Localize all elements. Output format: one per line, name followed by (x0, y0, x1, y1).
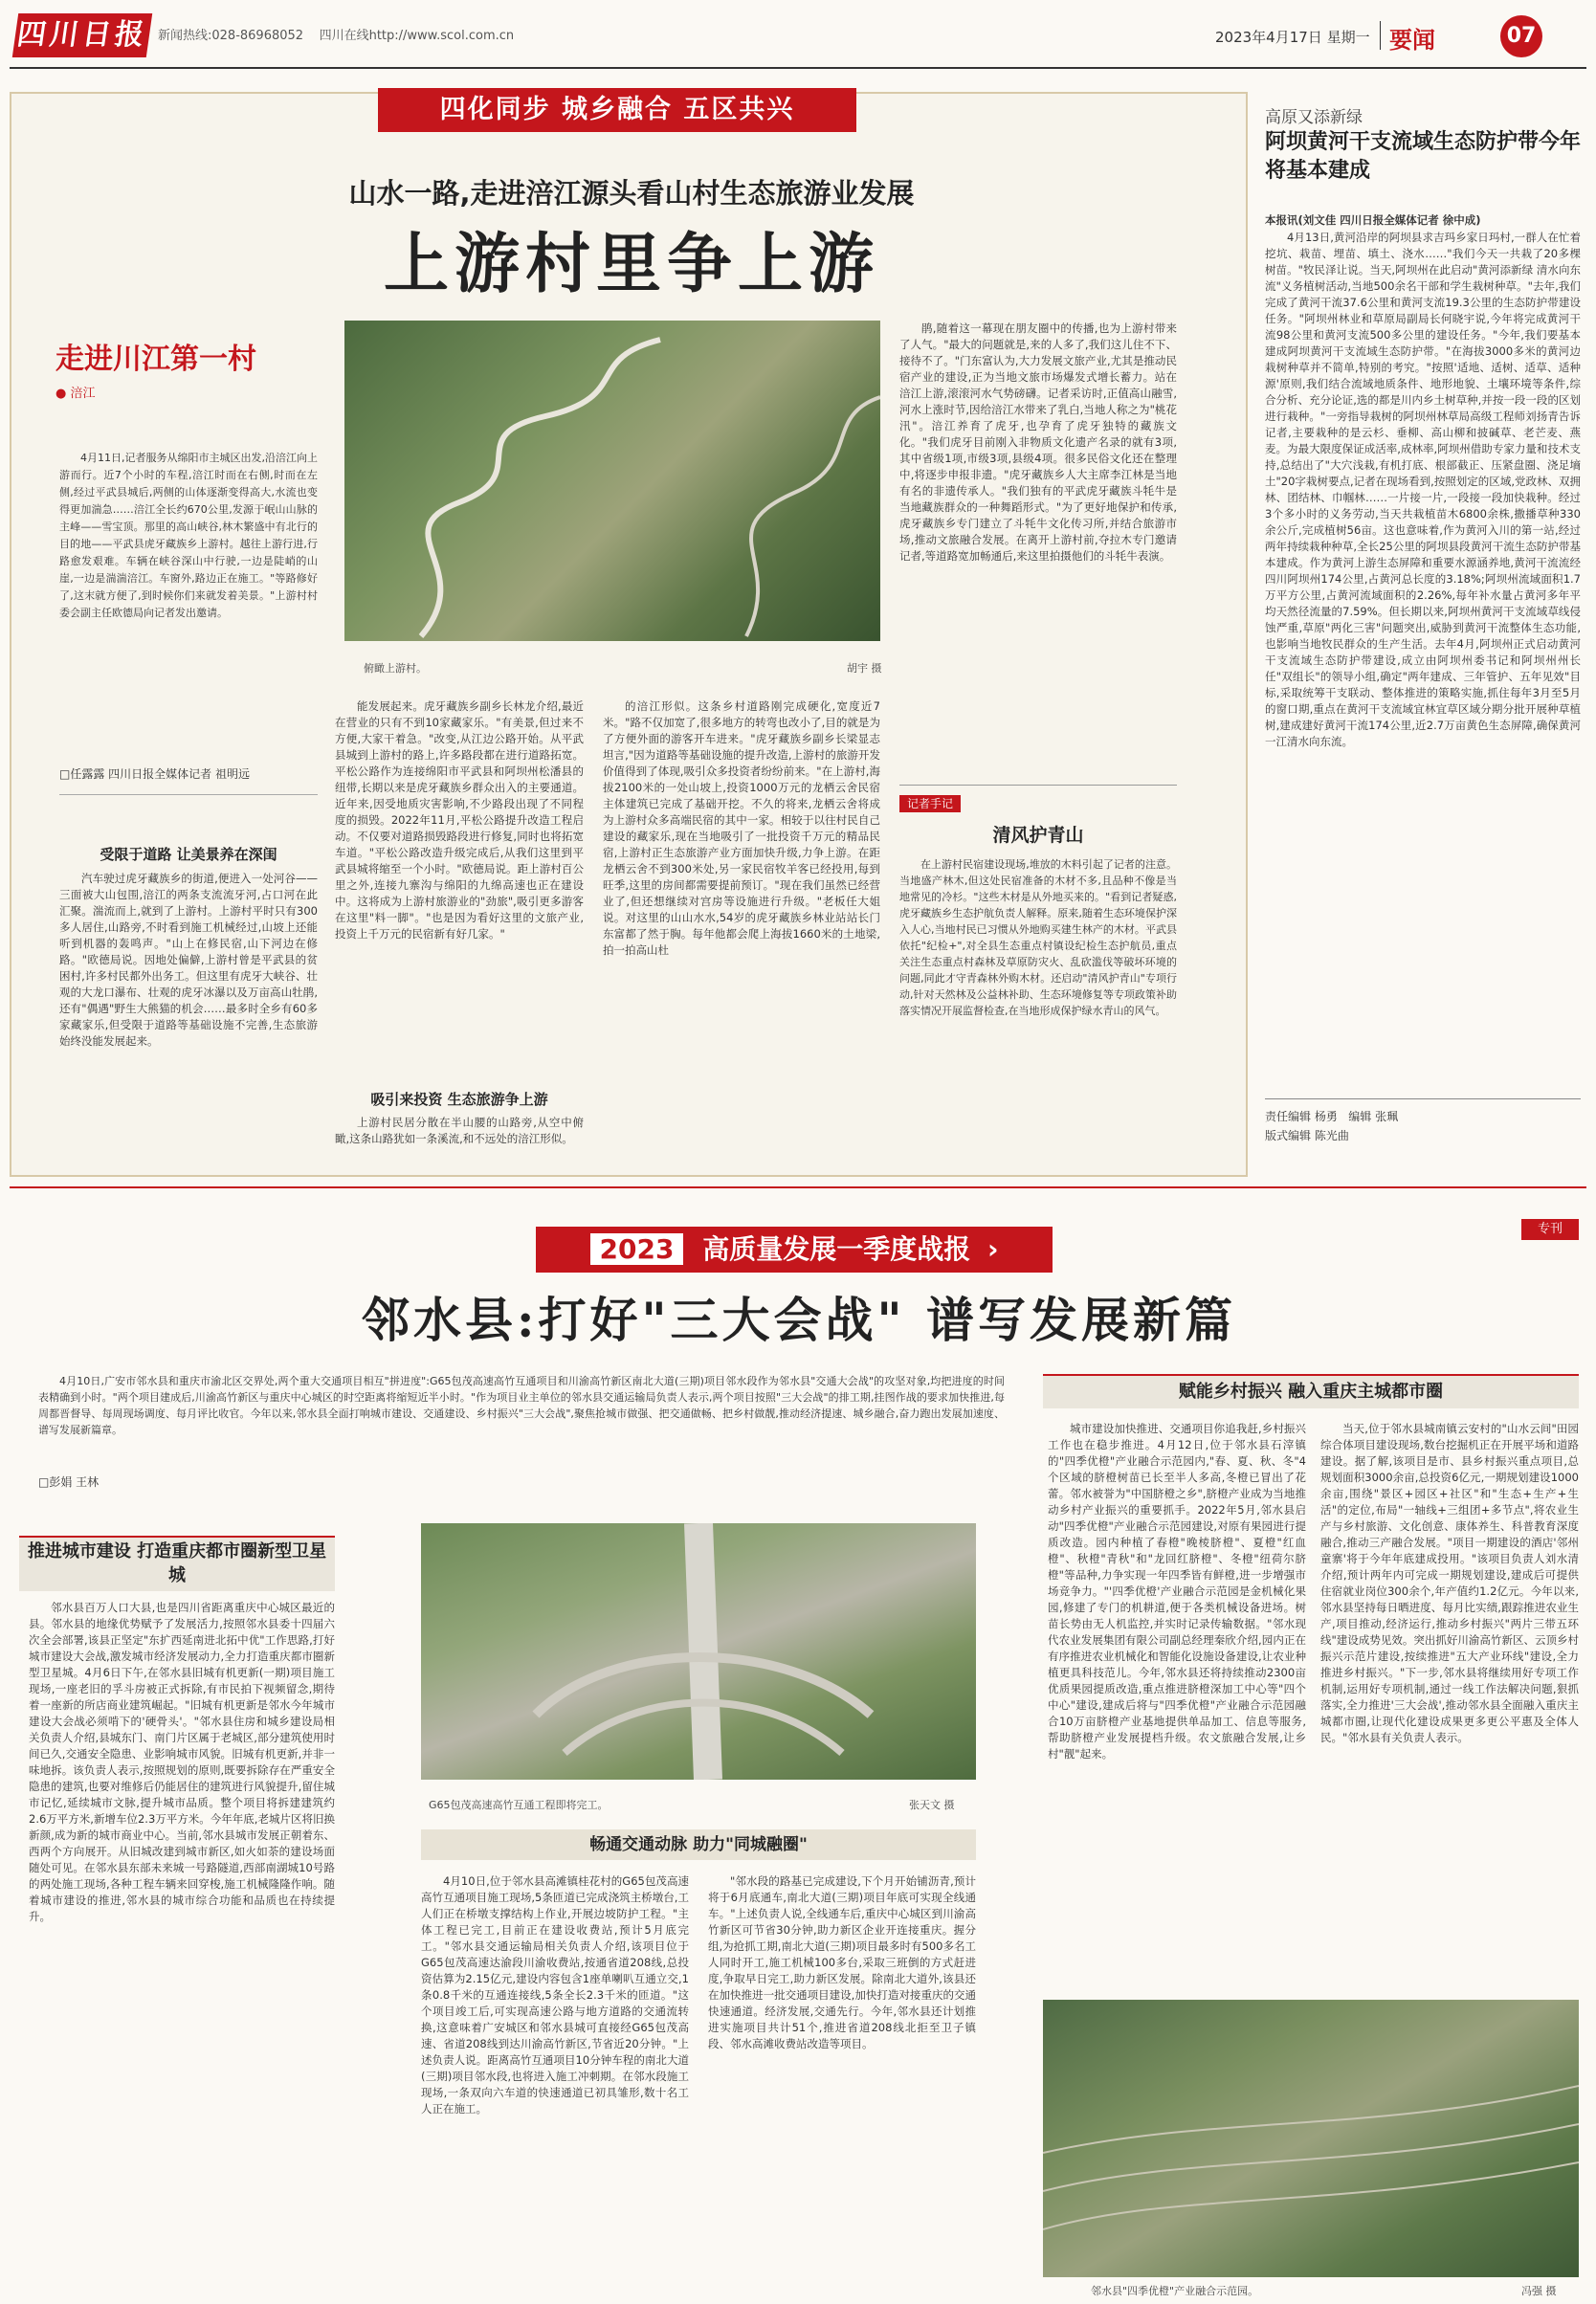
subhead-road: 受限于道路 让美景养在深闺 (100, 846, 277, 863)
editor-line-1 (1265, 1108, 1398, 1124)
box1-title: 推进城市建设 打造重庆都市圈新型卫星城 (19, 1536, 335, 1591)
top-kicker: 山水一路,走进涪江源头看山村生态旅游业发展 (348, 177, 915, 210)
side-body-text: 4月13日,黄河沿岸的阿坝县求吉玛乡家日玛村,一群人在忙着挖坑、栽苗、埋苗、填土、浇水……"我们今天一共栽了20多棵树苗。"牧民泽让说。当天,阿坝州在此启动"黄河添新绿 清水向东流"义务植树活动,当地500余名干部和学生栽树种草。"去年,我们完成了黄河干流37.6公里和黄河支流19.3公里的生态防护带建设任务。"阿坝州林业和草原局副局长何晓宇说,今年将完成黄河干流98公里和黄河支流500多公里的建设任务。"今年,我们要基本建成阿坝黄河干支流域生态防护带。"在海拔3000多米的黄河边栽树种草并不简单,特别的考究。"按照'适地、适树、适草、适种源'原则,我们结合流域地质条件、地形地貌、土壤环境等条件,综合分析、充分论证,选的都是川内乡土树草种,并按一段一段的区划进行栽种。"一旁指导栽树的阿坝州林草局高级工程师刘扬青告诉记者,主要栽种的是云杉、垂柳、高山柳和披碱草、老芒麦、燕麦。为最大限度保证成活率,成林率,阿坝州借助专家力量和技术支持,总结出了"大穴浅栽,有机打底、根部截正、压紧盘圈、浇足墒土"20字栽树要点,记者在现场看到,按照划定的区域,党政林、双拥林、团结林、巾帼林……一片接一片,一段接一段加快栽种。经过3个多小时的义务劳动,当天共栽植苗木6800余株,撒播草种330余公斤,完成植树56亩。这也意味着,作为黄河入川的第一站,经过两年持续栽种种草,全长25公里的阿坝县段黄河干流生态防护带基本建成。作为黄河上游生态屏障和重要水源涵养地,黄河干流流经四川阿坝州174公里,占黄河总长度的3.18%;阿坝州流域面积1.7万平方公里,占黄河流域面积的2.26%,每年补水量占黄河多年平均天然径流量的7.59%。但长期以来,阿坝州黄河干支流域草线侵蚀严重,草原"两化三害"问题突出,威胁到黄河干流整体生态功能,也影响当地牧民群众的生产生活。去年4月,阿坝州正式启动黄河干支流域生态防护带建设,成立由阿坝州委书记和阿坝州州长任"双组长"的领导小组,确定"两年建成、三年管护、五年见效"目标,采取统筹干支联动、整体推进的策略实施,抓住每年3月至5月的窗口期,重点在黄河干支流域宜林宜草区域分期分批开展种草植树,建成建好黄河干流174公里,近2.7万亩黄色生态屏障,确保黄河一江清水向东流。 (1265, 231, 1581, 748)
column-3 (603, 698, 880, 1158)
column-2b (335, 1115, 584, 1161)
subhead-investment: 吸引来投资 生态旅游争上游 (370, 1091, 548, 1108)
traffic-col-2 (708, 1873, 976, 2285)
photo-credit: 胡宇 摄 (847, 662, 882, 675)
column-2 (335, 698, 584, 1072)
orchard-photo (1043, 2000, 1579, 2277)
box1-body (29, 1600, 335, 2289)
column-2-text: 能发展起来。虎牙藏族乡副乡长林龙介绍,最近在营业的只有不到10家藏家乐。"有美景,但过来不方便,大家干着急。"改变,从江边公路开始。从平武县城到上游村的路上,许多路段都在进行道路拓宽。平松公路作为连接绵阳市平武县和阿坝州松潘县的纽带,长期以来是虎牙藏族乡群众出入的主要通道。近年来,因受地质灾害影响,不少路段出现了不同程度的损毁。2022年11月,平松公路提升改造工程启动。不仅要对道路损毁路段进行修复,同时也将拓宽车道。"平松公路改造升级完成后,从我们这里到平武县城将缩至一个小时。"欧德局说。距上游村百公里之外,连接九寨沟与绵阳的九绵高速也正在建设中。这将成为上游村旅游业的"劲旅",吸引更多游客在这里"料一脚"。"也是因为看好这里的文旅产业,投资上千万元的民宿新有好几家。" (335, 699, 584, 941)
column-3-text: 的涪江形似。这条乡村道路刚完成硬化,宽度近7米。"路不仅加宽了,很多地方的转弯也改小了,目的就是为了方便外面的游客开车进来。"虎牙藏族乡副乡长梁显志坦言,"因为道路等基础设施的提升改造,上游村的旅游开发价值得到了体现,吸引众多投资者纷纷前来。"在上游村,海拔2100米的一处山坡上,投资1000万元的龙栖云舍民宿主体建筑已完成了基础开挖。不久的将来,龙栖云舍将成为上游村众多高端民宿的其中一家。相较于以往村民自己建设的藏家乐,现在当地吸引了一批投资千万元的精品民宿,上游村正生态旅游产业方面加快升级,力争上游。在距龙栖云舍不到300米处,另一家民宿牧羊客已经投用,每到旺季,这里的房间都需要提前预订。"现在我们虽然已经营业了,但还想继续对宫房等设施进行升级。"老板任大姐说。对这里的山山水水,54岁的虎牙藏族乡林业站站长门东富都了然于胸。每年他都会爬上海拔1660米的土地梁,拍一拍高山杜 (603, 699, 880, 957)
masthead-rule (10, 67, 1586, 69)
column-place-wrap (55, 383, 295, 401)
page-number: 07 (1500, 15, 1542, 57)
rural-col-1 (1048, 1421, 1306, 1985)
column-logo (55, 335, 295, 411)
top-banner: 四化同步 城乡融合 五区共兴 (378, 88, 856, 132)
banner-text: 高质量发展一季度战报 (702, 1233, 971, 1265)
website: 四川在线http://www.scol.com.cn (319, 29, 515, 43)
masthead-info (158, 25, 514, 43)
highway-credit: 张天文 摄 (909, 1799, 955, 1811)
column-4-text: 鹃,随着这一幕现在朋友圈中的传播,也为上游村带来了人气。"最大的问题就是,来的人多了,我们这儿住不下、接待不了。"门东富认为,大力发展文旅产业,尤其是推动民宿产业的建设,正为当地文旅市场爆发式增长蓄力。站在涪江上游,滚滚河水气势磅礴。记者采访时,正值高山融雪,河水上涨时节,因给涪江水带来了乳白,当地人称之为"桃花汛"。涪江养育了虎牙,也孕育了虎牙独特的藏族文化。"我们虎牙目前刚入非物质文化遗产名录的就有3项,其中省级1项,市级3项,县级4项。很多民俗文化还在整理中,将逐步申报非遗。"虎牙藏族乡人大主席李江林是当地有名的非遗传承人。"我们独有的平武虎牙藏族斗牦牛是当地藏族群众的一种舞蹈形式。"为了更好地保护和传承,虎牙藏族乡专门建立了斗牦牛文化传习所,并结合旅游市场,推动文旅融合发展。在离开上游村前,夺拉木专门邀请记者,等道路宽加畅通后,来这里拍摄他们的斗牦牛表演。 (899, 321, 1177, 563)
editor-3: 版式编辑 陈光曲 (1265, 1129, 1349, 1142)
traffic-col-1-text: 4月10日,位于邻水县高滩镇桂花村的G65包茂高速高竹互通项目施工现场,5条匝道已完成浇筑主桥墩台,工人们正在桥墩支撑结构上作业,开展边坡防护工程。"主体工程已完工,目前正在建设收费站,预计5月底完工。"邻水县交通运输局相关负责人介绍,该项目位于G65包茂高速达渝段川渝收费站,按通省道208线,总投资估算为2.15亿元,建设内容包含1座单喇叭互通立交,1条0.8千米的互通连接线,5条全长2.3千米的匝道。"这个项目竣工后,可实现高速公路与地方道路的交通流转换,这意味着广安城区和邻水县城可直接经G65包茂高速、省道208线到达川渝高竹新区,节省近20分钟。"上述负责人说。距离高竹互通项目10分钟车程的南北大道(三期)项目邻水段,也将进入施工冲刺期。在邻水段施工现场,一条双向六车道的快速通道已初具雏形,数十名工人正在施工。 (421, 1874, 689, 2116)
side-body (1265, 230, 1581, 1081)
orchard-caption: 邻水县"四季优橙"产业融合示范园。 (1091, 2285, 1259, 2297)
bottom-intro-text: 4月10日,广安市邻水县和重庆市渝北区交界处,两个重大交通项目相互"拼进度":G65包茂高速高竹互通项目和川渝高竹新区南北大道(三期)项目邻水段作为邻水县"交通大会战"的攻坚对象,均把进度的时间表精确到小时。"两个项目建成后,川渝高竹新区与重庆中心城区的时空距离将缩短近半小时。"作为项目业主单位的邻水县交通运输局负责人表示,两个项目按照"三大会战"的排工期,挂图作战的要求加快推进,每周都晋督导、每周现场调度、每月评比收官。今年以来,邻水县全面打响城市建设、交通建设、乡村振兴"三大会战",聚焦抢城市做强、把交通做畅、把乡村做靓,推动经济提速、城乡融合,奋力跑出发展加速度、谱写发展新篇章。 (38, 1375, 1005, 1436)
column-1 (59, 871, 318, 1158)
issue-date: 2023年4月17日 星期一 (1215, 29, 1370, 46)
rural-col-1-text: 城市建设加快推进、交通项目你追我赶,乡村振兴工作也在稳步推进。4月12日,位于邻水县石滓镇的"四季优橙"产业融合示范园内,"春、夏、秋、冬"4个区域的脐橙树苗已长至半人多高,冬橙已冒出了花蕾。邻水被誉为"中国脐橙之乡",脐橙产业成为当地推动乡村产业振兴的重要抓手。2022年5月,邻水县启动"四季优橙"产业融合示范园建设,对原有果园进行提质改造。园内种植了春橙"晚棱脐橙"、夏橙"红血橙"、秋橙"青秋"和"龙回红脐橙"、冬橙"纽荷尔脐橙"等品种,力争实现一年四季皆有鲜橙,进一步增强市场竞争力。"'四季优橙'产业融合示范园是金机械化果园,修建了专门的机耕道,便于各类机械设备进场。树苗长势由无人机监控,并实时记录传输数据。"邻水现代农业发展集团有限公司副总经理秦欣介绍,园内正在有序推进农业机械化和智能化设施设备建设,让农业种植更具科技范儿。今年,邻水县还将持续推动2300亩优质果园提质改造,重点推进脐橙深加工中心等"四个中心"建设,建成后将与"四季优橙"产业融合示范园融合10万亩脐橙产业基地提供单品加工、信息等服务,帮助脐橙产业发展提档升级。农文旅融合发展,让乡村"靓"起来。 (1048, 1422, 1306, 1761)
chevron-right-icon: › (986, 1233, 999, 1265)
top-byline: □任露露 四川日报全媒体记者 祖明远 (59, 767, 250, 781)
bottom-intro (38, 1373, 1005, 1469)
note-tag: 记者手记 (899, 795, 961, 812)
box1-text: 邻水县百万人口大县,也是四川省距离重庆中心城区最近的县。邻水县的地缘优势赋予了发展活力,按照邻水县委十四届六次全会部署,该县正坚定"东扩西延南进北拓中优"工作思路,打好城市建设大会战,激发城市经济发展动力,全力打造重庆都市圈新型卫星城。4月6日下午,在邻水县旧城有机更新(一期)项目施工现场,一座老旧的孚斗房被正式拆除,有市民拍下视频留念,期待着一座新的所店商业建筑崛起。"旧城有机更新是邻水今年城市建设大会战必须啃下的'硬骨头'。"邻水县住房和城乡建设局相关负责人介绍,县城东门、南门片区属于老城区,部分建筑使用时间已久,交通安全隐患、业影响城市风貌。旧城有机更新,并非一味地拆。该负责人表示,按照规划的原则,既要拆除存在严重安全隐患的建筑,也要对维修后仍能居住的建筑进行风貌提升,留住城市记忆,延续城市文脉,提升城市品质。整个项目将拆建建筑约2.6万平方米,新增车位2.3万平方米。今年年底,老城片区将旧换新颜,成为新的城市商业中心。当前,邻水县城市发展正朝着东、西两个方向展开。从旧城改建到城市新区,如火如荼的建设场面随处可见。在邻水县东部未来城一号路隧道,西部南湖城10号路的两处施工现场,各种工程车辆来回穿梭,施工机械隆隆作响。随着城市建设的推进,邻水县的城市综合功能和品质也在持续提升。 (29, 1601, 335, 1923)
column-1-text: 汽车驶过虎牙藏族乡的街道,便进入一处河谷——三面被大山包围,涪江的两条支流流牙河,占口河在此汇聚。湍流而上,就到了上游村。上游村平时只有300多人居住,山路旁,不时看到施工机械经过,山坡上还能听到机器的轰鸣声。"山上在修民宿,山下河边在修路。"欧德局说。因地处偏僻,上游村曾是平武县的贫困村,许多村民都外出务工。但这里有虎牙大峡谷、壮观的大龙口瀑布、壮观的虎牙冰瀑以及万亩高山牡鹃,还有"偶遇"野生大熊猫的机会……最多时全乡有60多家藏家乐,但受限于道路等基础设施不完善,生态旅游始终没能发展起来。 (59, 872, 318, 1048)
lead-text: 4月11日,记者服务从绵阳市主城区出发,沿涪江向上游而行。近7个小时的车程,涪江时而在右侧,时而在左侧,经过平武县城后,两侧的山体逐渐变得高大,水流也变得更加湍急……涪江全长约670公里,发源于岷山山脉的主峰——雪宝顶。那里的高山峡谷,林木繁盛中有北行的目的地——平武县虎牙藏族乡上游村。越往上游行进,行路愈发艰难。车辆在峡谷深山中行驶,一边是陡峭的山崖,一边是湍湍涪江。车窗外,路边正在施工。"等路修好了,这末就方便了,到时候你们来就发着美景。"上游村村委会副主任欧德局向记者发出邀请。 (59, 452, 318, 619)
masthead-logo: 四川日报 (12, 13, 152, 57)
photo-caption: 俯瞰上游村。 (364, 662, 427, 675)
rural-col-2-text: 当天,位于邻水县城南镇云安村的"山水云间"田园综合体项目建设现场,数台挖掘机正在开展平场和道路建设。据了解,该项目是市、县乡村振兴重点项目,总规划面积3000余亩,总投资6亿元,一期规划建设1000余亩,围绕"景区+园区+社区"和"生态+生产+生活"的定位,布局"一轴线+三组团+多节点",将农业生产与乡村旅游、文化创意、康体养生、科普教育深度融合,推动三产融合发展。"项目一期建设的酒店'邻州童寨'将于今年年底建成投用。"该项目负责人刘水清介绍,预计两年内可完成一期规划建设,建成后可提供住宿就业岗位300余个,年产值约1.2亿元。今年以来,邻水县坚持每日晒进度、每月比实绩,跟踪推进农业生产,项目推动,经济运行,推动乡村振兴"两片三带五环线"建设成势见效。突出抓好川渝高竹新区、云顶乡村振兴示范片建设,按续推进"五大产业环线"建设,全力推进乡村振兴。"下一步,邻水县将继续用好专项工作机制,运用好专项机制,通过一线工作法解决问题,狠抓落实,全力推进'三大会战',推动邻水县全面融入重庆主城都市圈,让现代化建设成果更多更公平惠及全体人民。"邻水县有关负责人表示。 (1320, 1422, 1579, 1744)
column-name: 走进川江第一村 (55, 343, 256, 376)
note-text: 在上游村民宿建设现场,堆放的木料引起了记者的注意。当地盛产林木,但这处民宿准备的木材不多,且品种不像是当地常见的冷杉。"这些木材是从外地买来的。"看到记者疑惑,虎牙藏族乡生态护航负责人解释。原来,随着生态环境保护深入人心,当地村民已习惯从外地购买建生林产的木材。平武县依托"纪检+",对全县生态重点村镇设纪检生态护航员,重点关注生态重点村森林及草原防灾火、乱砍滥伐等破坏环境的问题,同此才守青森林外购木材。还启动"清风护青山"专项行动,针对天然林及公益林补助、生态环境修复等专项政策补助落实情况开展监督检查,在当地形成保护绿水青山的风气。 (899, 858, 1177, 1017)
rural-col-2 (1320, 1421, 1579, 1985)
bottom-headline: 邻水县:打好"三大会战" 谱写发展新篇 (362, 1292, 1236, 1348)
village-photo (344, 321, 880, 641)
box3-title: 赋能乡村振兴 融入重庆主城都市圈 (1043, 1374, 1579, 1408)
page-divider (10, 1186, 1586, 1188)
column-4 (899, 321, 1177, 770)
editor-1: 责任编辑 杨勇 (1265, 1110, 1338, 1123)
column-place: 涪江 (70, 387, 96, 401)
side-byline: 本报讯(刘文佳 四川日报全媒体记者 徐中成) (1265, 213, 1481, 227)
ribbon-traffic: 畅通交通动脉 助力"同城融圈" (421, 1829, 976, 1860)
highway-photo (421, 1523, 976, 1780)
column-2b-text: 上游村民居分散在半山腰的山路旁,从空中俯瞰,这条山路犹如一条溪流,和不远处的涪江形似。 (335, 1116, 584, 1145)
orchard-credit: 冯强 摄 (1521, 2285, 1557, 2297)
top-headline: 上游村里争上游 (383, 226, 879, 302)
corner-tag: 专刊 (1521, 1219, 1579, 1240)
reporter-note-box (899, 785, 1177, 1159)
editor-2: 编辑 张珮 (1348, 1110, 1399, 1123)
pin-icon: ● (55, 387, 67, 401)
side-kicker: 高原又添新绿 (1265, 108, 1363, 127)
note-body (899, 856, 1177, 1143)
note-title: 清风护青山 (992, 825, 1084, 846)
side-title: 阿坝黄河干支流域生态防护带今年将基本建成 (1265, 130, 1582, 183)
traffic-col-2-text: "邻水段的路基已完成建设,下个月开始铺沥青,预计将于6月底通车,南北大道(三期)项目年底可实现全线通车。"上述负责人说,全线通车后,重庆中心城区到川渝高竹新区可节省30分钟,助力新区企业开连接重庆。握分组,为抢抓工期,南北大道(三期)项目最多时有500多名工人同时开工,施工机械100多台,采取三班倒的方式赶进度,争取早日完工,助力新区发展。除南北大道外,该县还在加快推进一批交通项目建设,加快打造对接重庆的交通快速通道。经济发展,交通先行。今年,邻水县还计划推进实施项目共计51个,推进省道208线北拒至卫子镇段、邻水高滩收费站改造等项目。 (708, 1874, 976, 2050)
banner-year: 2023 (590, 1233, 684, 1265)
bottom-byline: □彭娟 王林 (38, 1475, 100, 1489)
hotline: 新闻热线:028-86968052 (158, 29, 304, 43)
bottom-banner (536, 1227, 1053, 1273)
lead-paragraph (59, 450, 318, 737)
section-name: 要闻 (1389, 27, 1435, 54)
highway-caption: G65包茂高速高竹互通工程即将完工。 (429, 1799, 609, 1811)
traffic-col-1 (421, 1873, 689, 2285)
